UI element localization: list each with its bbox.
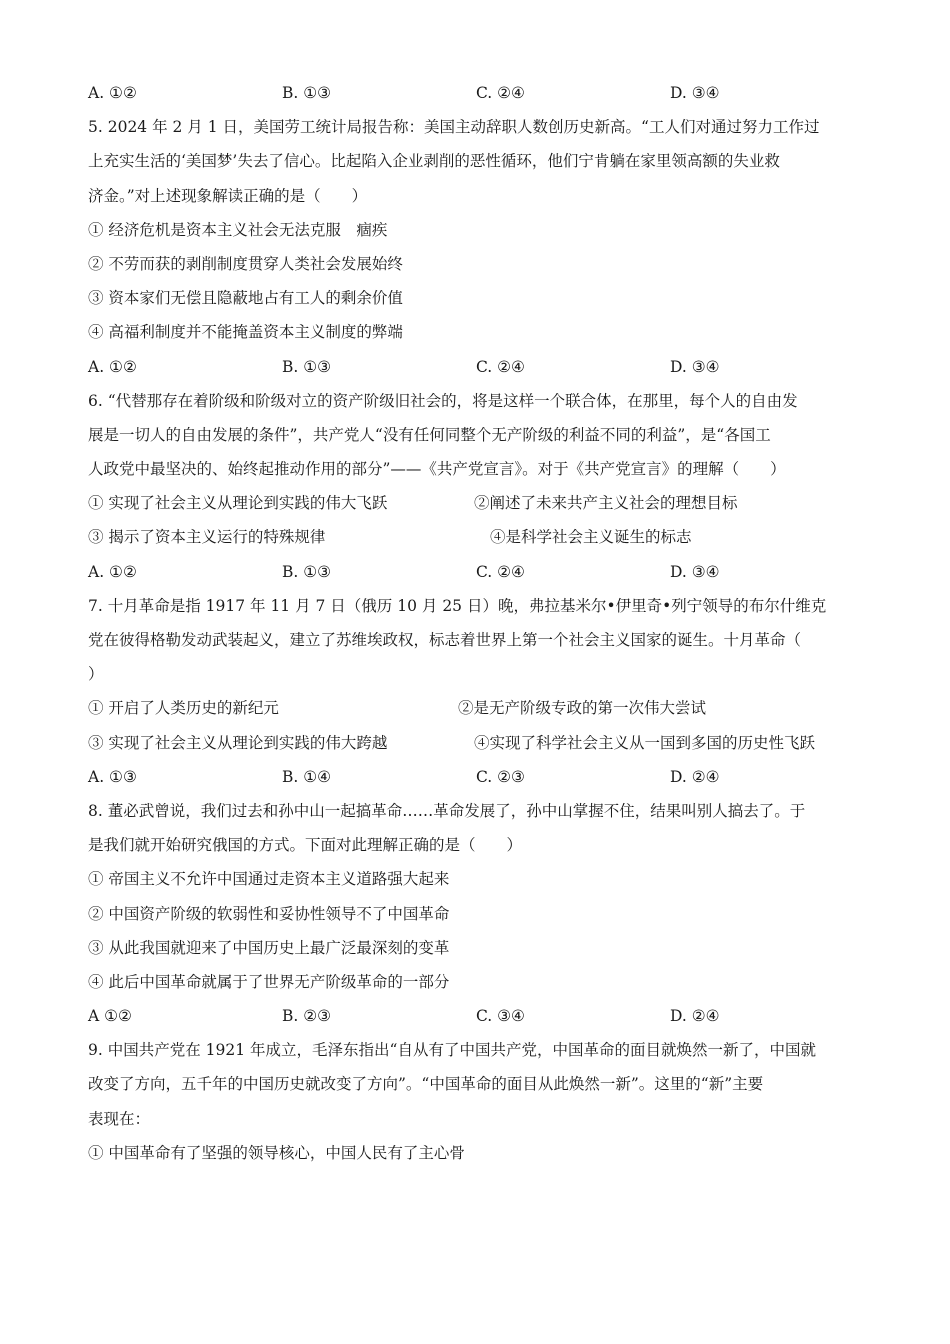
exam-page [88,76,868,1170]
q6-option-b: B. ①③ [282,562,332,581]
q6-item-row [88,520,868,554]
q5-stem-line: 上充实生活的‘美国梦’失去了信心。比起陷入企业剥削的恶性循环，他们宁肯躺在家里领高额的失业救 [88,152,780,171]
q7-item-row [88,726,868,760]
q8-option-a: A ①② [88,1007,132,1026]
q8-item: ④ 此后中国革命就属于了世界无产阶级革命的一部分 [88,972,450,991]
q7-option-b: B. ①④ [282,767,332,786]
q5-option-c: C. ②④ [476,357,525,376]
q8-option-b: B. ②③ [282,1007,332,1026]
q6-item-row [88,486,868,520]
question-8 [88,794,868,1033]
q4-options [88,76,868,110]
question-9 [88,1033,868,1170]
q4-option-b: B. ①③ [282,84,332,102]
q5-stem-line: 5. 2024 年 2 月 1 日，美国劳工统计局报告称：美国主动辞职人数创历史新高。“工人们对通过努力工作过 [88,118,820,137]
q9-item: ① 中国革命有了坚强的领导核心，中国人民有了主心骨 [88,1143,465,1162]
q7-item: ④实现了科学社会主义从一国到多国的历史性飞跃 [474,733,816,752]
q4-option-d: D. ③④ [670,84,720,102]
q5-option-d: D. ③④ [670,357,720,376]
q7-option-a: A. ①③ [88,767,137,786]
q7-item: ① 开启了人类历史的新纪元 [88,699,279,718]
q6-item: ① 实现了社会主义从理论到实践的伟大飞跃 [88,494,388,513]
question-7 [88,589,868,794]
q8-option-c: C. ③④ [476,1007,525,1026]
q5-item: ② 不劳而获的剥削制度贯穿人类社会发展始终 [88,254,403,273]
q4-option-a: A. ①② [88,84,137,102]
q8-option-d: D. ②④ [670,1007,720,1026]
q6-option-c: C. ②④ [476,562,525,581]
q6-stem-line: 人政党中最坚决的、始终起推动作用的部分”——《共产党宣言》。对于《共产党宣言》的理解（ ） [88,460,786,479]
q6-item: ②阐述了未来共产主义社会的理想目标 [474,494,738,513]
q7-stem-line: ） [88,665,104,684]
q4-option-c: C. ②④ [476,84,525,102]
q6-stem-line: 展是一切人的自由发展的条件”，共产党人“没有任何同整个无产阶级的利益不同的利益”，是“各国工 [88,425,771,444]
q5-option-b: B. ①③ [282,357,332,376]
q7-stem-line: 党在彼得格勒发动武装起义，建立了苏维埃政权，标志着世界上第一个社会主义国家的诞生。十月革命（ [88,631,802,649]
q8-item: ② 中国资产阶级的软弱性和妥协性领导不了中国革命 [88,904,450,923]
q9-stem-line: 表现在： [88,1109,151,1128]
q5-option-a: A. ①② [88,357,137,376]
q7-options [88,760,868,794]
q8-item: ① 帝国主义不允许中国通过走资本主义道路强大起来 [88,870,450,889]
q6-option-d: D. ③④ [670,562,720,581]
q6-options [88,555,868,589]
q9-stem-line: 9. 中国共产党在 1921 年成立，毛泽东指出“自从有了中国共产党，中国革命的面目就焕然一新了，中国就 [88,1041,816,1060]
q8-stem-line: 是我们就开始研究俄国的方式。下面对此理解正确的是（ ） [88,836,523,855]
q6-option-a: A. ①② [88,562,137,581]
q5-item: ③ 资本家们无偿且隐蔽地占有工人的剩余价值 [88,289,403,308]
question-5 [88,110,868,384]
q7-option-c: C. ②③ [476,767,525,786]
q6-stem-line: 6. “代替那存在着阶级和阶级对立的资产阶级旧社会的，将是这样一个联合体，在那里，每个人的自由发 [88,391,798,410]
q9-stem-line: 改变了方向，五千年的中国历史就改变了方向”。“中国革命的面目从此焕然一新”。这里的“新”主要 [88,1075,764,1094]
q6-item: ③ 揭示了资本主义运行的特殊规律 [88,528,326,547]
q7-option-d: D. ②④ [670,767,720,786]
q8-stem-line: 8. 董必武曾说，我们过去和孙中山一起搞革命……革命发展了，孙中山掌握不住，结果叫别人搞去了。于 [88,801,806,820]
q5-options [88,350,868,384]
q7-item: ②是无产阶级专政的第一次伟大尝试 [458,699,707,718]
q7-item-row [88,691,868,725]
q6-item: ④是科学社会主义诞生的标志 [490,528,692,547]
q8-options [88,999,868,1033]
q5-item: ① 经济危机是资本主义社会无法克服 痼疾 [88,220,388,239]
q7-item: ③ 实现了社会主义从理论到实践的伟大跨越 [88,733,388,752]
q7-stem-line: 7. 十月革命是指 1917 年 11 月 7 日（俄历 10 月 25 日）晚，弗拉基米尔•伊里奇•列宁领导的布尔什维克 [88,596,827,615]
q8-item: ③ 从此我国就迎来了中国历史上最广泛最深刻的变革 [88,938,450,957]
question-6 [88,384,868,589]
q5-item: ④ 高福利制度并不能掩盖资本主义制度的弊端 [88,323,403,342]
q5-stem-line: 济金。”对上述现象解读正确的是（ ） [88,186,368,205]
